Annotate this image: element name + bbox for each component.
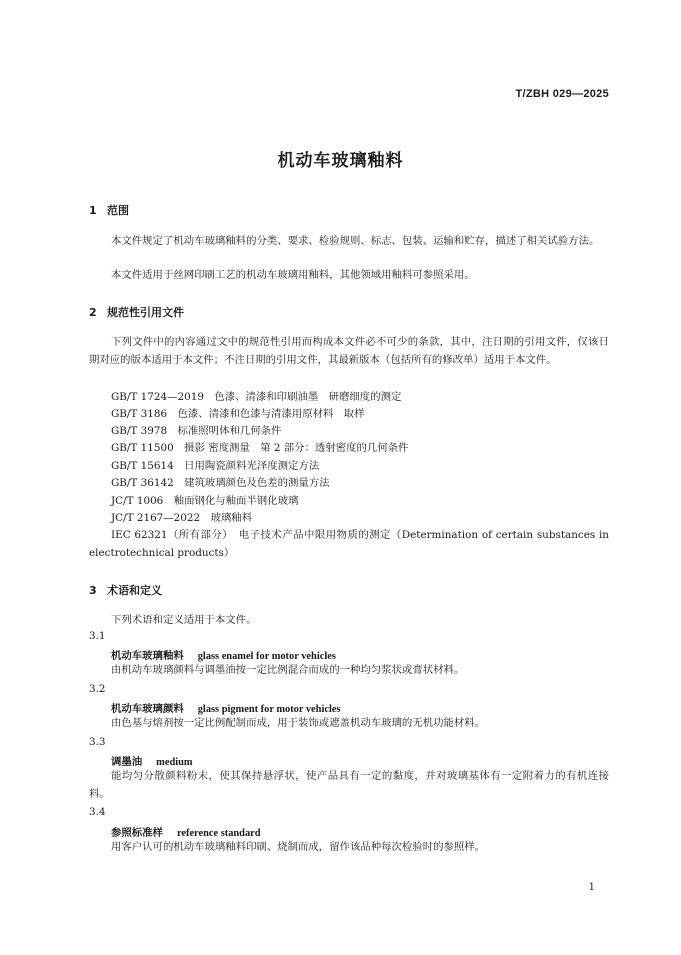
normative-refs-intro: 下列文件中的内容通过文中的规范性引用而构成本文件必不可少的条款，其中，注日期的引用文件，仅该日期对应的版本适用于本文件；不注日期的引用文件，其最新版本（包括所有的修改单）适用于本文件。: [89, 336, 609, 366]
term-en: glass pigment for motor vehicles: [197, 704, 341, 715]
document-title: 机动车玻璃釉料: [277, 151, 404, 171]
section-title: 规范性引用文件: [107, 306, 184, 319]
term-number: 3.1: [89, 630, 106, 642]
reference-item: GB/T 11500 摄影 密度测量 第 2 部分：透射密度的几何条件: [111, 442, 409, 454]
term-definition: 能均匀分散颜料粉末，使其保持悬浮状，使产品具有一定的黏度，并对玻璃基体有一定附着力的有机连接料。: [89, 770, 609, 800]
term-definition: 由色基与熔剂按一定比例配制而成，用于装饰或遮盖机动车玻璃的无机功能材料。: [111, 717, 486, 729]
term-definition: 用客户认可的机动车玻璃釉料印刷、烧制而成，留作该品种每次检验时的参照样。: [111, 841, 486, 853]
scope-paragraph: 本文件规定了机动车玻璃釉料的分类、要求、检验规则、标志、包装、运输和贮存，描述了相关试验方法。: [111, 235, 600, 247]
term-number: 3.4: [89, 806, 106, 818]
section-number: 1: [89, 204, 97, 217]
reference-item: GB/T 3186 色漆、清漆和色漆与清漆用原材料 取样: [111, 408, 365, 420]
reference-item: GB/T 36142 建筑玻璃颜色及色差的测量方法: [111, 477, 330, 489]
section-heading-scope: [89, 202, 129, 218]
term-zh: 机动车玻璃颜料: [111, 703, 184, 715]
term-heading: [111, 824, 261, 839]
term-heading: [111, 647, 336, 662]
term-zh: 机动车玻璃釉料: [111, 650, 184, 662]
standard-code: T/ZBH 029—2025: [515, 88, 609, 100]
section-number: 3: [89, 584, 97, 597]
term-zh: 调墨油: [111, 756, 143, 768]
reference-item: JC/T 2167—2022 玻璃釉料: [111, 512, 253, 524]
term-number: 3.3: [89, 736, 106, 748]
reference-item: IEC 62321（所有部分） 电子技术产品中限用物质的测定（Determination of certain substances in electrotechnical products）: [89, 529, 609, 559]
section-heading-terms: [89, 582, 162, 598]
reference-item: GB/T 15614 日用陶瓷颜料光泽度测定方法: [111, 460, 320, 472]
reference-item: GB/T 3978 标准照明体和几何条件: [111, 425, 282, 437]
term-heading: [111, 700, 341, 715]
reference-item: GB/T 1724—2019 色漆、清漆和印刷油墨 研磨细度的测定: [111, 391, 402, 403]
section-heading-normative-refs: [89, 304, 184, 320]
terms-intro: 下列术语和定义适用于本文件。: [111, 614, 257, 626]
term-zh: 参照标准样: [111, 827, 163, 839]
term-en: glass enamel for motor vehicles: [197, 651, 336, 662]
page-number: 1: [588, 882, 595, 893]
section-title: 范围: [107, 204, 129, 217]
term-heading: [111, 753, 193, 768]
reference-item: JC/T 1006 釉面钢化与釉面半钢化玻璃: [111, 495, 299, 507]
term-en: medium: [156, 757, 193, 768]
section-title: 术语和定义: [107, 584, 162, 597]
term-en: reference standard: [176, 828, 261, 839]
section-number: 2: [89, 306, 97, 319]
term-number: 3.2: [89, 683, 106, 695]
term-definition: 由机动车玻璃颜料与调墨油按一定比例混合而成的一种均匀浆状或膏状材料。: [111, 664, 465, 676]
scope-paragraph: 本文件适用于丝网印刷工艺的机动车玻璃用釉料，其他领域用釉料可参照采用。: [111, 269, 475, 281]
